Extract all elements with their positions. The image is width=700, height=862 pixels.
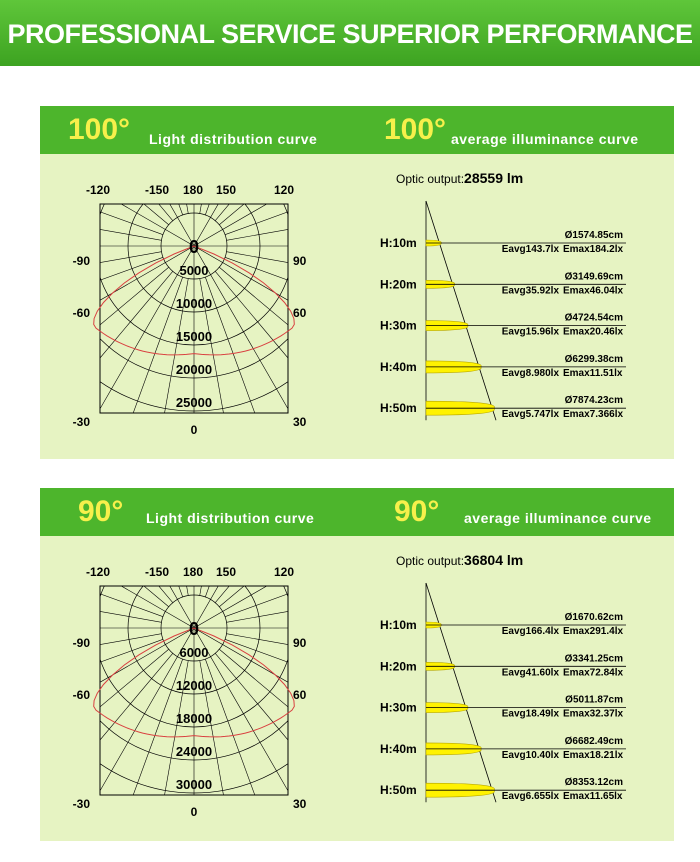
eavg-value: Eavg5.747lx — [501, 409, 559, 421]
angle-label-top: -120 — [85, 565, 111, 579]
panel-title: Light distribution curve — [146, 510, 315, 526]
grid-spoke — [194, 628, 358, 841]
grid-spoke — [219, 488, 358, 607]
angle-label-top: 180 — [182, 183, 204, 197]
grid-spoke — [57, 488, 183, 597]
ring-label: 0 — [188, 237, 200, 257]
grid-spoke — [40, 639, 163, 765]
emax-value: Emax11.51lx — [563, 367, 623, 379]
grid-spoke — [57, 106, 183, 215]
grid-spoke — [40, 488, 194, 628]
panel-90-illuminance — [356, 488, 674, 841]
diameter-value: Ø1574.85cm — [564, 230, 623, 241]
grid-spoke — [205, 106, 331, 215]
height-label: H:40m — [380, 359, 417, 374]
angle-label-right: 60 — [293, 306, 307, 320]
diameter-value: Ø4724.54cm — [564, 312, 623, 324]
grid-spoke — [40, 109, 163, 235]
angle-label-right: 90 — [293, 254, 307, 268]
diameter-value: Ø6682.49cm — [564, 735, 623, 747]
grid-spoke — [200, 488, 264, 596]
angle-label-top: -150 — [144, 183, 170, 197]
panel-90-distribution — [40, 488, 358, 841]
ring-label: 30000 — [175, 777, 213, 792]
grid-spoke — [57, 659, 183, 841]
grid-spoke — [125, 106, 189, 214]
emax-value: Emax46.04lx — [563, 285, 624, 297]
grid-spoke — [40, 246, 194, 459]
grid-spoke — [194, 106, 358, 246]
grid-spoke — [225, 639, 358, 765]
angle-label-right: 30 — [293, 415, 307, 429]
light-distribution-chart — [40, 488, 358, 841]
grid-spoke — [40, 628, 194, 841]
diameter-value: Ø8353.12cm — [564, 777, 623, 789]
light-distribution-chart — [40, 106, 358, 459]
angle-label-left: -90 — [72, 254, 90, 268]
banner-title: PROFESSIONAL SERVICE SUPERIOR PERFORMANCE — [7, 19, 693, 49]
angle-label-top: 180 — [182, 565, 204, 579]
emax-value: Emax32.37lx — [563, 708, 624, 720]
ring-label: 5000 — [179, 263, 209, 278]
ring-label: 12000 — [175, 678, 213, 693]
height-label: H:40m — [380, 741, 417, 756]
grid-spoke — [40, 267, 169, 459]
optic-output-value: 36804 lm — [464, 552, 524, 568]
emax-value: Emax184.2lx — [563, 244, 624, 255]
beam-edge-line — [426, 583, 496, 802]
eavg-value: Eavg18.49lx — [501, 708, 559, 720]
grid-spoke — [219, 267, 358, 459]
emax-value: Emax7.366lx — [563, 409, 624, 421]
eavg-value: Eavg166.4lx — [501, 626, 559, 637]
grid-spoke — [57, 277, 183, 459]
grid-spoke — [194, 488, 358, 628]
panel-title: average illuminance curve — [464, 510, 652, 526]
ring-label: 20000 — [175, 362, 213, 377]
ring-label: 18000 — [175, 711, 213, 726]
emax-value: Emax291.4lx — [563, 626, 624, 637]
beam-angle: 90° — [394, 495, 440, 528]
grid-spoke — [40, 106, 169, 225]
height-label: H:10m — [380, 236, 417, 250]
angle-label-right: 60 — [293, 688, 307, 702]
header-banner — [0, 0, 700, 66]
eavg-value: Eavg15.96lx — [501, 326, 559, 338]
grid-spoke — [40, 488, 194, 628]
grid-spoke — [125, 488, 189, 596]
ring-label: 15000 — [175, 329, 213, 344]
beam-angle: 90° — [78, 495, 124, 528]
grid-spoke — [205, 277, 331, 459]
height-label: H:50m — [380, 401, 417, 416]
grid-spoke — [40, 649, 169, 841]
angle-label-right: 30 — [293, 797, 307, 811]
angle-label-top: 150 — [215, 183, 237, 197]
grid-spoke — [40, 257, 163, 383]
grid-spoke — [40, 106, 194, 246]
panel-title: Light distribution curve — [149, 131, 318, 147]
illuminance-chart — [356, 106, 674, 459]
diameter-value: Ø5011.87cm — [565, 694, 623, 706]
angle-label-bottom: 0 — [190, 423, 198, 437]
grid-spoke — [194, 246, 358, 459]
ring-label: 6000 — [179, 645, 209, 660]
angle-label-top: -150 — [144, 565, 170, 579]
grid-spoke — [225, 257, 358, 383]
panel-title: average illuminance curve — [451, 131, 639, 147]
ring-label: 0 — [188, 619, 200, 639]
angle-label-top: 120 — [273, 565, 295, 579]
height-label: H:30m — [380, 700, 417, 715]
angle-label-top: 150 — [215, 565, 237, 579]
height-label: H:20m — [380, 277, 417, 292]
height-label: H:10m — [380, 618, 417, 632]
beam-angle: 100° — [68, 113, 131, 146]
grid-spoke — [205, 659, 331, 841]
illuminance-chart — [356, 488, 674, 841]
angle-label-bottom: 0 — [190, 805, 198, 819]
eavg-value: Eavg10.40lx — [501, 749, 559, 761]
beam-edge-line — [426, 201, 496, 420]
grid-spoke — [194, 488, 358, 628]
grid-spoke — [219, 106, 358, 225]
optic-output-label: Optic output: — [396, 172, 465, 186]
eavg-value: Eavg8.980lx — [501, 367, 559, 379]
optic-output-label: Optic output: — [396, 554, 465, 568]
ring-label: 25000 — [175, 395, 213, 410]
ring-label: 10000 — [175, 296, 213, 311]
beam-angle: 100° — [384, 113, 447, 146]
optic-output-value: 28559 lm — [464, 170, 524, 186]
grid-spoke — [219, 649, 358, 841]
grid-spoke — [40, 246, 194, 446]
grid-spoke — [40, 628, 194, 828]
panel-100-distribution — [40, 106, 358, 459]
diameter-value: Ø7874.23cm — [564, 395, 623, 407]
height-label: H:30m — [380, 318, 417, 333]
emax-value: Emax18.21lx — [563, 749, 624, 761]
height-label: H:20m — [380, 659, 417, 674]
angle-label-top: -120 — [85, 183, 111, 197]
emax-value: Emax20.46lx — [563, 326, 624, 338]
diameter-value: Ø3149.69cm — [564, 271, 623, 283]
ring-label: 24000 — [175, 744, 213, 759]
angle-label-left: -60 — [72, 306, 90, 320]
grid-spoke — [40, 491, 163, 617]
eavg-value: Eavg35.92lx — [501, 285, 559, 297]
grid-spoke — [200, 106, 264, 214]
diameter-value: Ø6299.38cm — [564, 353, 623, 365]
eavg-value: Eavg6.655lx — [501, 791, 559, 803]
grid-spoke — [40, 106, 194, 246]
grid-spoke — [225, 109, 358, 235]
angle-label-right: 90 — [293, 636, 307, 650]
emax-value: Emax11.65lx — [563, 791, 623, 803]
grid-spoke — [194, 106, 358, 246]
height-label: H:50m — [380, 783, 417, 798]
angle-label-top: 120 — [273, 183, 295, 197]
panel-100-illuminance — [356, 106, 674, 459]
angle-label-left: -30 — [72, 415, 90, 429]
grid-spoke — [205, 488, 331, 597]
angle-label-left: -60 — [72, 688, 90, 702]
angle-label-left: -30 — [72, 797, 90, 811]
eavg-value: Eavg143.7lx — [501, 244, 559, 255]
eavg-value: Eavg41.60lx — [501, 667, 559, 679]
grid-spoke — [225, 491, 358, 617]
grid-spoke — [40, 488, 169, 607]
angle-label-left: -90 — [72, 636, 90, 650]
diameter-value: Ø1670.62cm — [564, 612, 623, 623]
emax-value: Emax72.84lx — [563, 667, 624, 679]
diameter-value: Ø3341.25cm — [564, 653, 623, 665]
